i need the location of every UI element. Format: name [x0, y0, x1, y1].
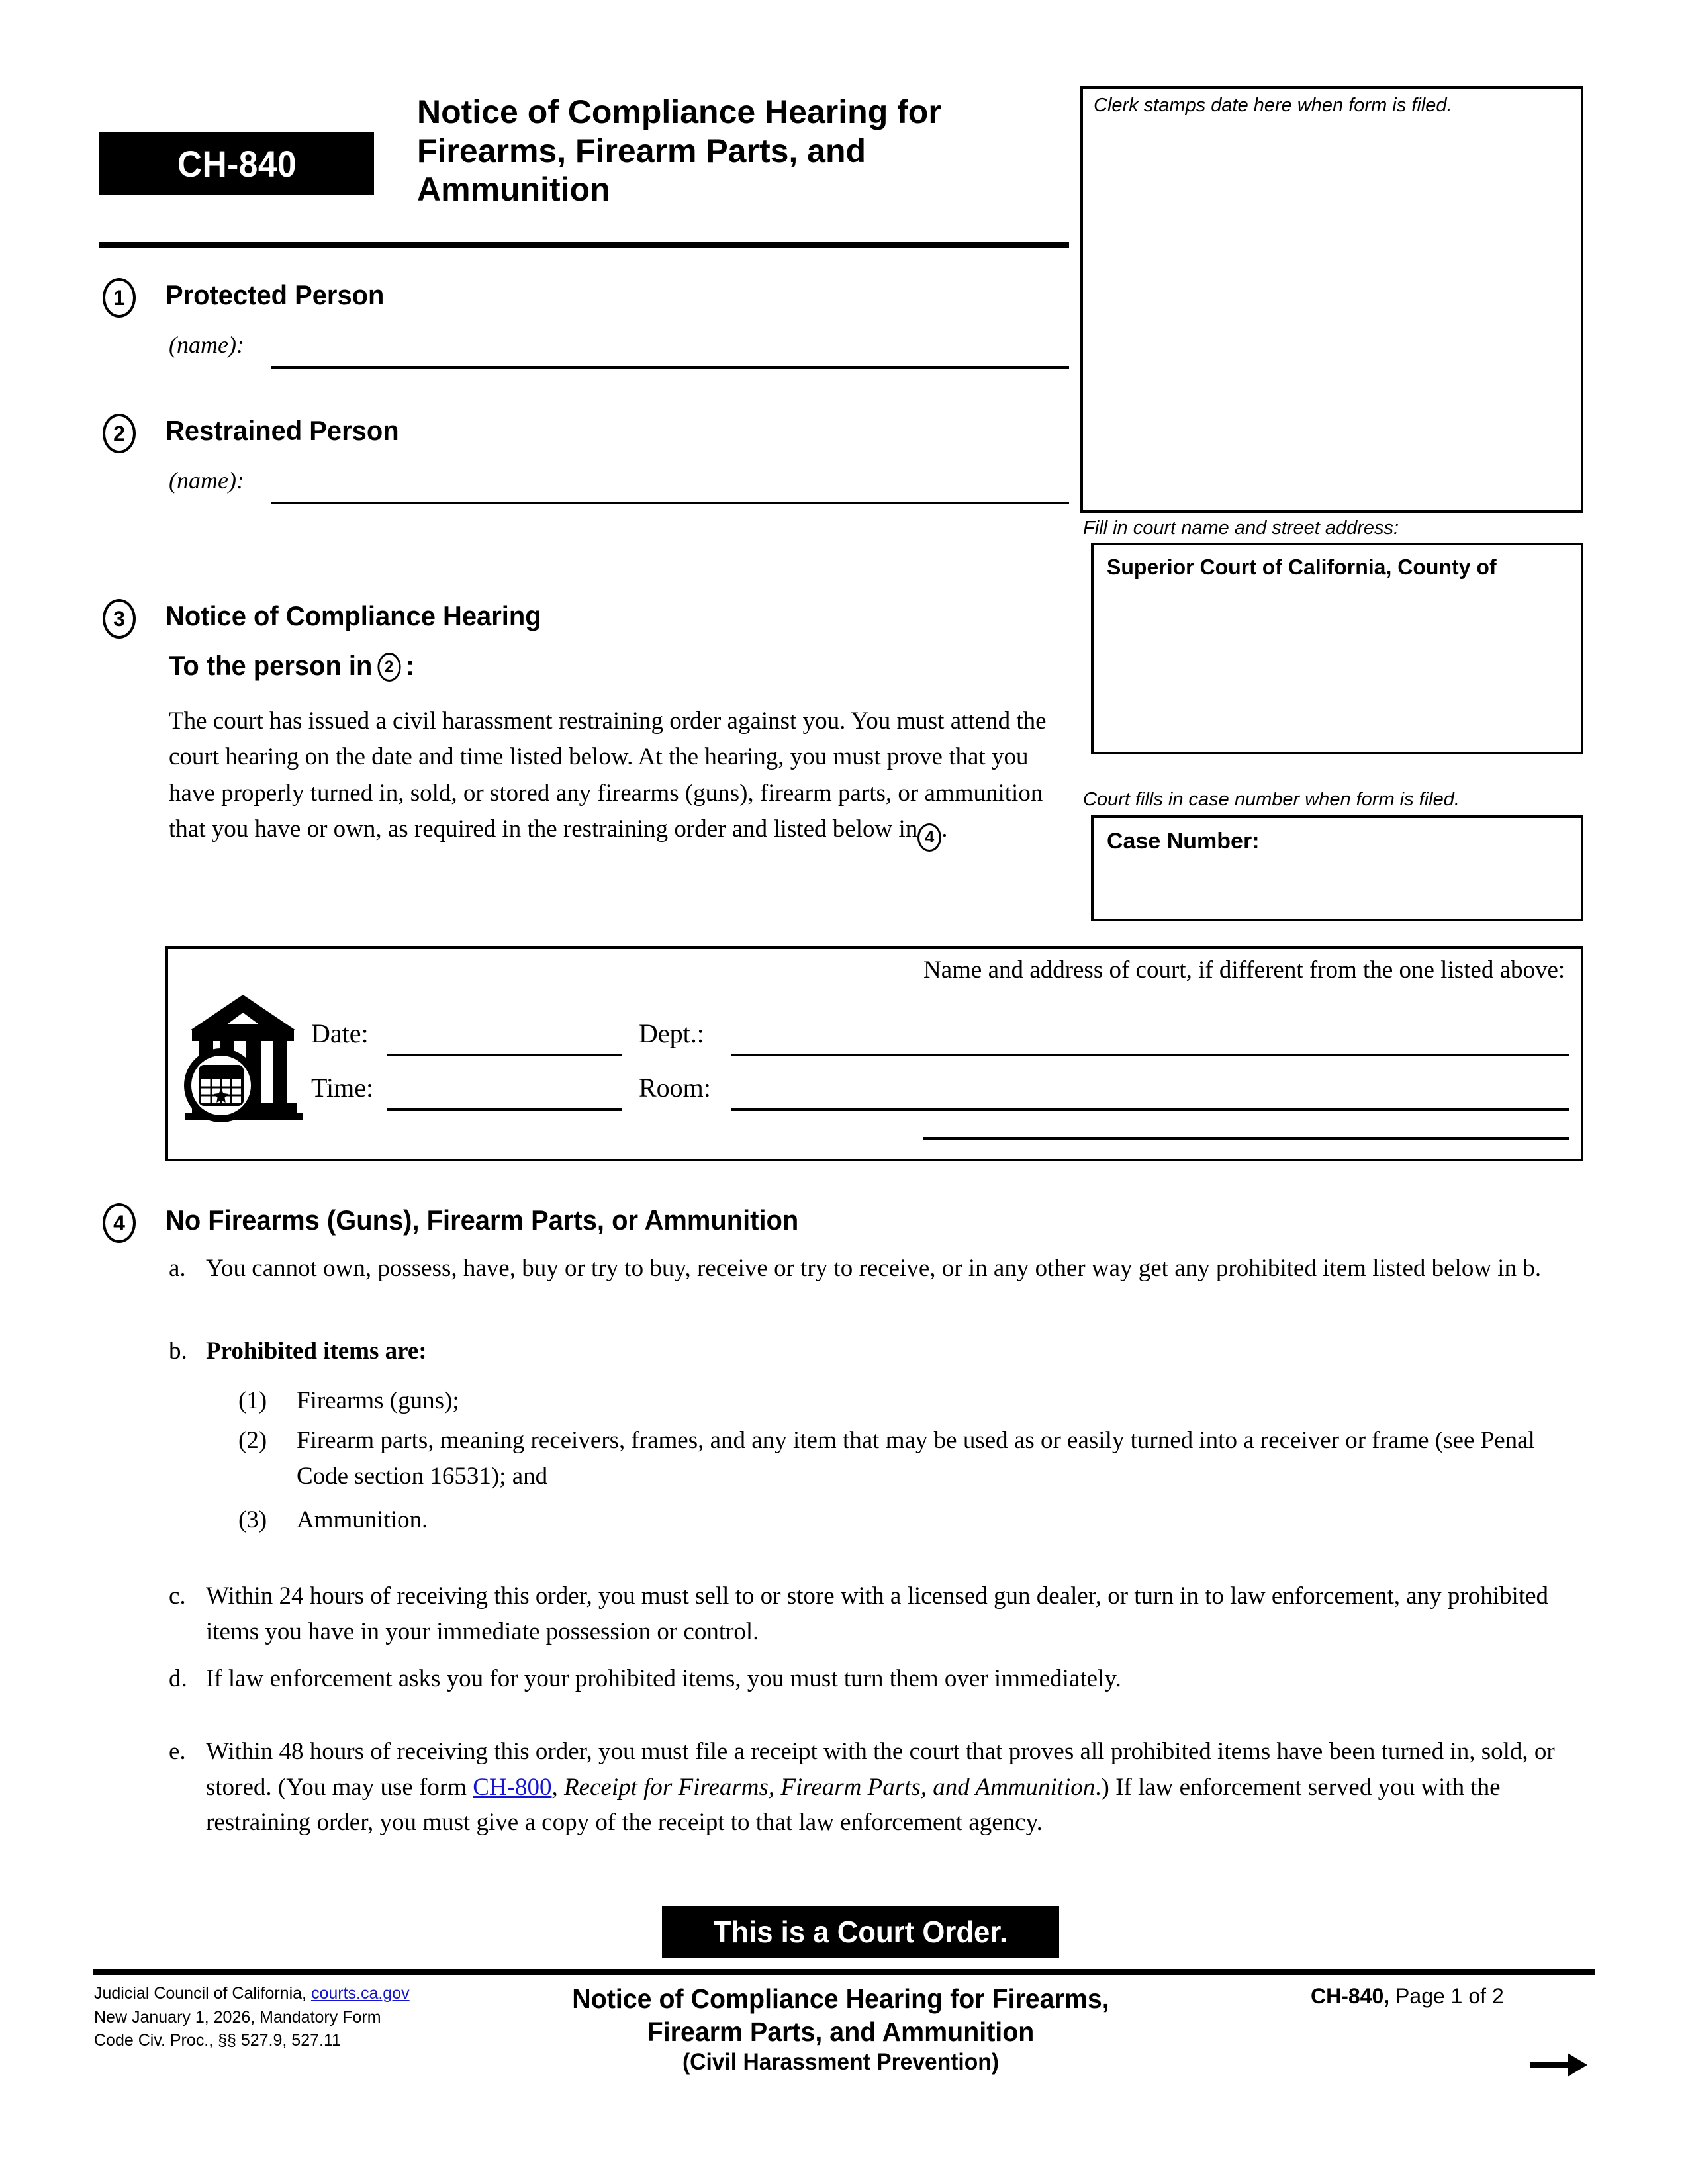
form-number-text: CH-840	[177, 143, 297, 185]
list-item-text: Prohibited items are:	[206, 1338, 427, 1365]
footer-divider	[93, 1969, 1595, 1975]
list-item-marker: (3)	[238, 1506, 267, 1533]
list-item	[169, 1251, 1582, 1287]
item-e-text-after: .) If law enforcement served you with the restraining order, you must give a copy of the receipt to that law enforcement agency.	[206, 1773, 1501, 1837]
court-order-banner	[662, 1906, 1059, 1958]
list-item-marker: (1)	[238, 1387, 267, 1414]
footer-legal-info	[94, 1982, 504, 2053]
list-item-text: Within 24 hours of receiving this order, you must sell to or store with a licensed gun dealer, or turn in to law enforcement, any prohibited items you have in your immediate possession or control.	[206, 1582, 1548, 1645]
section-2-number: 2	[103, 414, 136, 453]
header-divider	[99, 242, 1069, 248]
section-4-heading: No Firearms (Guns), Firearm Parts, or Ammunition	[165, 1205, 799, 1236]
section-3-subheading-pre: To the person in	[169, 650, 373, 681]
section-3-reference-circle: 2	[377, 653, 400, 682]
list-item	[238, 1502, 1582, 1538]
case-number-instruction: Court fills in case number when form is filed.	[1083, 789, 1460, 810]
list-item-marker: e.	[169, 1738, 186, 1765]
list-item-text: If law enforcement asks you for your prohibited items, you must turn them over immediately.	[206, 1665, 1121, 1692]
list-item	[238, 1423, 1582, 1494]
hearing-date-label: Date:	[311, 1019, 369, 1048]
page-title	[417, 93, 1066, 209]
section-3-paragraph-text: The court has issued a civil harassment restraining order against you. You must attend the court hearing on the date and time listed below. At the hearing, you must prove that you have properly turned in, sold, or stored any firearms (guns), firearm parts, or ammunition that you have or own, as required in the restraining order and listed below in	[169, 707, 1047, 843]
list-item-marker: a.	[169, 1255, 186, 1282]
footer-title-line-3: (Civil Harassment Prevention)	[682, 2049, 1000, 2075]
form-title-line-2: Firearms, Firearm Parts, and	[417, 132, 867, 169]
section-3-paragraph	[169, 704, 1069, 852]
section-3-number: 3	[103, 599, 136, 639]
list-item	[169, 1578, 1582, 1649]
footer-page-number: Page 1 of 2	[1389, 1984, 1504, 2008]
list-item-text: Firearm parts, meaning receivers, frames, and any item that may be used as or easily turned into a receiver or frame (see Penal Code section 16531); and	[297, 1427, 1535, 1490]
list-item	[169, 1734, 1582, 1841]
section-3-subheading-post: :	[405, 650, 415, 681]
clerk-stamp-box[interactable]	[1080, 86, 1583, 513]
right-arrow-icon	[1529, 2045, 1589, 2085]
item-e-text-before-link: Within 48 hours of receiving this order, you must file a receipt with the court that proves all prohibited items have been turned in, sold, or stored. (You may use form	[206, 1738, 1555, 1801]
list-item-marker: d.	[169, 1665, 187, 1692]
ch-800-form-link[interactable]: CH-800	[473, 1773, 552, 1801]
hearing-dept-label: Dept.:	[639, 1019, 704, 1048]
list-item-marker: b.	[169, 1338, 187, 1365]
section-4-reference-circle: 4	[917, 823, 941, 852]
list-item	[169, 1661, 1582, 1697]
list-item	[238, 1383, 1582, 1419]
court-order-banner-text: This is a Court Order.	[713, 1915, 1008, 1949]
restrained-person-name-input[interactable]	[271, 502, 1069, 504]
hearing-room-input[interactable]	[731, 1108, 1569, 1111]
courthouse-calendar-icon	[180, 983, 306, 1125]
section-3-subheading	[169, 650, 414, 682]
courts-website-link[interactable]: courts.ca.gov	[310, 1984, 410, 2003]
case-number-label-text: Case Number:	[1107, 829, 1260, 854]
footer-page-info	[1311, 1984, 1595, 2009]
footer-legal-line-1	[94, 1982, 504, 2006]
court-fill-instruction: Fill in court name and street address:	[1083, 518, 1399, 539]
list-item-text: Ammunition.	[297, 1506, 428, 1533]
restrained-person-name-label: (name):	[169, 467, 244, 494]
hearing-room-label: Room:	[639, 1073, 711, 1103]
section-1-heading: Protected Person	[165, 279, 385, 310]
section-3-paragraph-end: .	[941, 815, 948, 843]
footer-form-title	[479, 1982, 1203, 2077]
footer-title-line-2: Firearm Parts, and Ammunition	[647, 2017, 1035, 2048]
section-3-heading: Notice of Compliance Hearing	[165, 600, 541, 631]
list-item-text: You cannot own, possess, have, buy or try to buy, receive or try to receive, or in any other way get any prohibited item listed below in b.	[206, 1255, 1542, 1282]
hearing-dept-input[interactable]	[731, 1054, 1569, 1056]
protected-person-name-input[interactable]	[271, 366, 1069, 369]
list-item-text: Firearms (guns);	[297, 1387, 459, 1414]
list-item-marker: c.	[169, 1582, 186, 1610]
section-1-number: 1	[103, 278, 136, 318]
hearing-time-label: Time:	[311, 1073, 374, 1103]
hearing-time-input[interactable]	[387, 1108, 622, 1111]
hearing-date-input[interactable]	[387, 1054, 622, 1056]
form-title-line-1: Notice of Compliance Hearing for	[417, 93, 941, 130]
footer-title-line-1: Notice of Compliance Hearing for Firearms,	[572, 1983, 1109, 2014]
court-name-prefix: Superior Court of California, County of	[1107, 555, 1497, 579]
section-4-number: 4	[103, 1203, 136, 1243]
list-item-marker: (2)	[238, 1427, 267, 1454]
judicial-council-label: Judicial Council of California,	[94, 1984, 311, 2003]
footer-form-id: CH-840,	[1311, 1984, 1390, 2008]
list-item-text	[206, 1734, 1582, 1841]
alternate-court-address-label: Name and address of court, if different from the one listed above:	[923, 956, 1566, 983]
ch-800-form-title: , Receipt for Firearms, Firearm Parts, and Ammunition	[551, 1773, 1096, 1801]
form-title-line-3: Ammunition	[417, 171, 610, 208]
protected-person-name-label: (name):	[169, 332, 244, 358]
footer-legal-line-2: New January 1, 2026, Mandatory Form	[94, 2007, 381, 2026]
section-2-heading: Restrained Person	[165, 415, 399, 446]
form-number-badge	[99, 132, 374, 195]
clerk-stamp-label: Clerk stamps date here when form is filed.	[1094, 95, 1452, 116]
footer-legal-line-3: Code Civ. Proc., §§ 527.9, 527.11	[94, 2031, 341, 2050]
alternate-court-address-input[interactable]	[923, 1137, 1569, 1140]
list-item	[169, 1334, 1582, 1369]
